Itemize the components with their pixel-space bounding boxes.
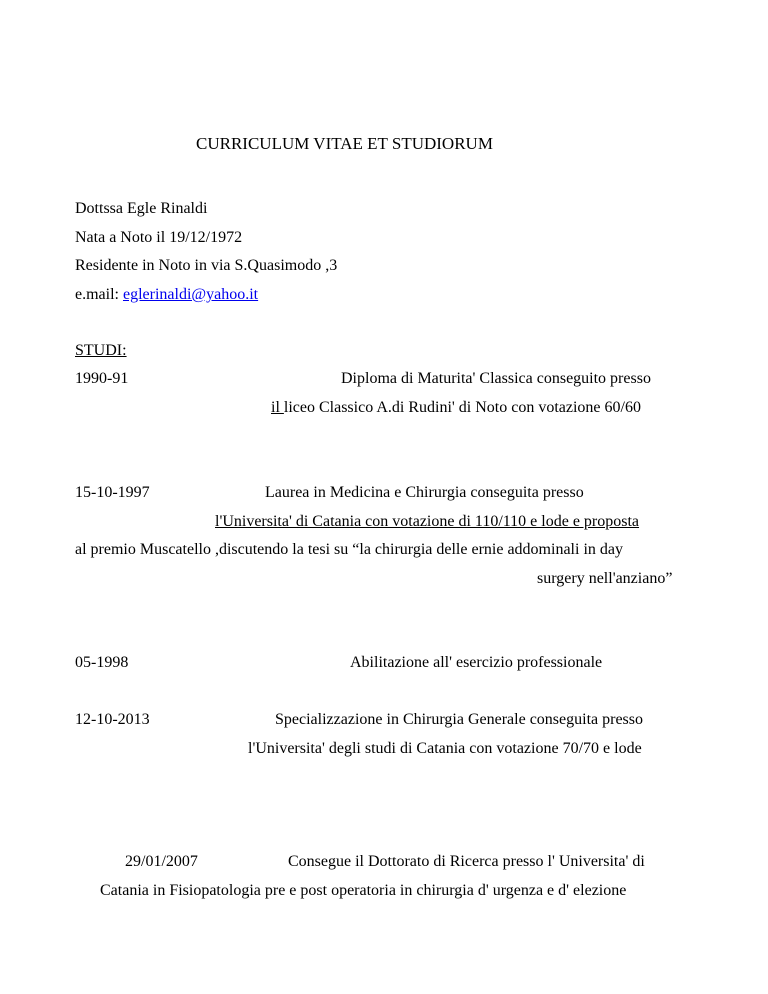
entry-description-continued: l'Universita' di Catania con votazione di 110/110 e lode e proposta [215, 513, 640, 530]
entry-description: Consegue il Dottorato di Ricerca presso l' Universita' di [288, 853, 645, 870]
email-line [75, 285, 258, 305]
entry-underlined-fragment: il [271, 399, 284, 416]
entry-description: Diploma di Maturita' Classica conseguito presso [341, 370, 651, 387]
entry-description-continued: Catania in Fisiopatologia pre e post operatoria in chirurgia d' urgenza e d' elezione [100, 882, 627, 899]
entry-date: 15-10-1997 [75, 484, 150, 501]
entry-date: 12-10-2013 [75, 711, 150, 728]
address-info: Residente in Noto in via S.Quasimodo ,3 [75, 257, 338, 274]
entry-description: Specializzazione in Chirurgia Generale conseguita presso [275, 711, 644, 728]
entry-description-continued: al premio Muscatello ,discutendo la tesi su “la chirurgia delle ernie addominali in day [75, 541, 623, 558]
birth-info: Nata a Noto il 19/12/1972 [75, 229, 243, 246]
entry-description: Abilitazione all' esercizio professionale [350, 654, 603, 671]
entry-text-fragment: liceo Classico A.di Rudini' di Noto con votazione 60/60 [283, 399, 641, 416]
email-label: e.mail: [75, 286, 123, 303]
entry-description-continued: l'Universita' degli studi di Catania con votazione 70/70 e lode [248, 740, 642, 757]
section-heading-studi: STUDI: [75, 342, 127, 359]
entry-description-continued: surgery nell'anziano” [537, 570, 673, 587]
person-name: Dottssa Egle Rinaldi [75, 200, 208, 217]
entry-date: 1990-91 [75, 370, 129, 387]
email-link[interactable]: eglerinaldi@yahoo.it [122, 286, 259, 303]
entry-date: 29/01/2007 [125, 853, 198, 870]
entry-description: Laurea in Medicina e Chirurgia conseguita presso [265, 484, 584, 501]
entry-date: 05-1998 [75, 654, 129, 671]
entry-description-continued [271, 398, 641, 418]
document-title: CURRICULUM VITAE ET STUDIORUM [196, 134, 493, 153]
